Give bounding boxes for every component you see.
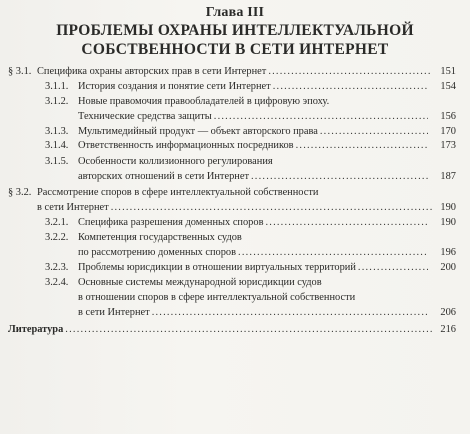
toc-entry-title: Компетенция государственных судов	[78, 232, 242, 243]
toc-entry-number: § 3.2.	[8, 187, 32, 198]
toc-entry-title: История создания и понятие сети Интернет	[78, 81, 271, 92]
toc-entry-title: Специфика разрешения доменных споров	[78, 217, 264, 228]
toc-page-number: 173	[440, 140, 456, 151]
toc-entry-title-cont: в сети Интернет	[37, 202, 109, 213]
toc-entry-title: Проблемы юрисдикции в отношении виртуальных территорий	[78, 262, 356, 273]
dot-leader	[65, 323, 432, 337]
toc-entry-number: § 3.1.	[8, 66, 32, 77]
dot-leader	[268, 65, 432, 79]
toc-entry-line	[37, 201, 434, 215]
dot-leader	[265, 216, 428, 230]
toc-entry-number: 3.1.3.	[45, 126, 69, 137]
toc-entry-number: 3.2.3.	[45, 262, 69, 273]
toc-page-number: 216	[440, 324, 456, 335]
toc-entry-title-cont: в отношении споров в сфере интеллектуальной собственности	[78, 292, 356, 303]
dot-leader	[358, 261, 428, 275]
toc-entry-number: 3.2.1.	[45, 217, 69, 228]
toc-entry-title: Рассмотрение споров в сфере интеллектуальной собственности	[37, 187, 319, 198]
toc-entry-title: Ответственность информационных посредников	[78, 140, 294, 151]
toc-entry-line	[78, 306, 430, 320]
toc-entry-number: 3.1.1.	[45, 81, 69, 92]
toc-entry-title-cont: авторских отношений в сети Интернет	[78, 171, 249, 182]
toc-entry-title: Новые правомочия правообладателей в цифровую эпоху.	[78, 96, 330, 107]
dot-leader	[296, 139, 428, 153]
toc-page-number: 200	[440, 262, 456, 273]
dot-leader	[251, 170, 428, 184]
toc-entry-title: Литература	[8, 324, 64, 335]
toc-entry-line	[78, 80, 430, 94]
toc-page-number: 190	[440, 202, 456, 213]
toc-entry-title-cont: Технические средства защиты	[78, 111, 212, 122]
toc-page-number: 154	[440, 81, 456, 92]
toc-entry-line	[78, 216, 430, 230]
chapter-title-line-1: ПРОБЛЕМЫ ОХРАНЫ ИНТЕЛЛЕКТУАЛЬНОЙ	[56, 22, 414, 39]
toc-entry-number: 3.1.4.	[45, 140, 69, 151]
toc-entry-title-cont: по рассмотрению доменных споров	[78, 247, 237, 258]
toc-entry-line	[78, 125, 430, 139]
chapter-title-line-2: СОБСТВЕННОСТИ В СЕТИ ИНТЕРНЕТ	[81, 41, 389, 58]
dot-leader	[152, 306, 428, 320]
chapter-label: Глава III	[205, 5, 265, 20]
toc-page-number: 187	[440, 171, 456, 182]
toc-entry-line	[78, 261, 430, 275]
toc-entry-title: Особенности коллизионного регулирования	[78, 156, 273, 167]
toc-entry-number: 3.1.5.	[45, 156, 69, 167]
toc-page-number: 170	[440, 126, 456, 137]
dot-leader	[111, 201, 432, 215]
toc-page-number: 151	[440, 66, 456, 77]
dot-leader	[238, 246, 428, 260]
toc-entry-line	[78, 246, 430, 260]
dot-leader	[320, 125, 428, 139]
toc-entry-line	[8, 323, 434, 337]
toc-entry-number: 3.2.2.	[45, 232, 69, 243]
toc-entry-number: 3.1.2.	[45, 96, 69, 107]
toc-entry-title: Специфика охраны авторских прав в сети Интернет	[37, 66, 267, 77]
dot-leader	[214, 110, 428, 124]
toc-entry-title: Мультимедийный продукт — объект авторского права	[78, 126, 318, 137]
toc-page-number: 156	[440, 111, 456, 122]
toc-page-number: 196	[440, 247, 456, 258]
toc-entry-line	[78, 110, 430, 124]
toc-entry-line	[37, 65, 434, 79]
toc-entry-title-cont: в сети Интернет	[78, 307, 150, 318]
toc-page-number: 190	[440, 217, 456, 228]
toc-entry-line	[78, 170, 430, 184]
toc-entry-number: 3.2.4.	[45, 277, 69, 288]
toc-page-number: 206	[440, 307, 456, 318]
dot-leader	[273, 80, 428, 94]
toc-entry-line	[78, 139, 430, 153]
toc-entry-title: Основные системы международной юрисдикции судов	[78, 277, 322, 288]
